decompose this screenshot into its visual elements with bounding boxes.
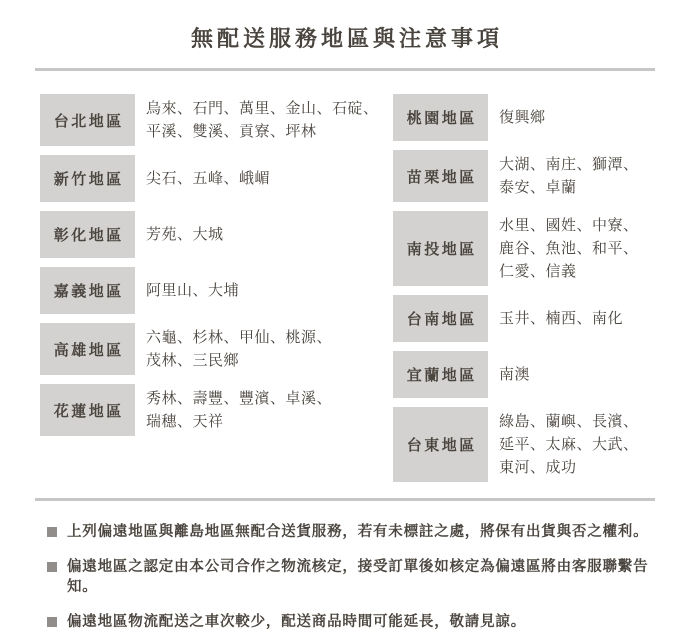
region-label: 台北地區 bbox=[40, 94, 135, 146]
region-label: 新竹地區 bbox=[40, 155, 135, 202]
region-row bbox=[393, 94, 662, 141]
areas-line: 南澳 bbox=[499, 366, 531, 383]
note-text: 上列偏遠地區與離島地區無配合送貨服務，若有未標註之處，將保有出貨與否之權利。 bbox=[67, 524, 649, 540]
areas-line: 瑞穗、天祥 bbox=[146, 413, 224, 430]
region-row bbox=[40, 267, 393, 314]
areas-line: 六龜、杉林、甲仙、桃源、 bbox=[146, 329, 333, 346]
areas-line: 秀林、壽豐、豐濱、卓溪、 bbox=[146, 390, 333, 407]
region-areas bbox=[488, 295, 623, 342]
region-areas bbox=[135, 323, 332, 375]
region-row bbox=[393, 211, 662, 286]
region-label: 高雄地區 bbox=[40, 323, 135, 375]
region-row bbox=[40, 155, 393, 202]
region-areas bbox=[135, 267, 239, 314]
region-areas bbox=[488, 150, 639, 202]
areas-line: 復興鄉 bbox=[499, 109, 546, 126]
region-areas bbox=[488, 407, 639, 482]
square-bullet-icon bbox=[47, 527, 57, 537]
region-areas bbox=[135, 155, 270, 202]
region-label: 南投地區 bbox=[393, 211, 488, 286]
region-row bbox=[40, 323, 393, 375]
note-text: 偏遠地區之認定由本公司合作之物流核定，接受訂單後如核定為偏遠區將由客服聯繫告知。 bbox=[67, 559, 649, 595]
areas-line: 茂林、三民鄉 bbox=[146, 352, 240, 369]
region-row bbox=[40, 211, 393, 258]
region-label: 桃園地區 bbox=[393, 94, 488, 141]
areas-line: 綠島、蘭嶼、長濱、 bbox=[499, 413, 639, 430]
region-areas bbox=[135, 384, 332, 436]
square-bullet-icon bbox=[47, 562, 57, 572]
region-row bbox=[40, 94, 393, 146]
areas-line: 水里、國姓、中寮、 bbox=[499, 217, 639, 234]
region-row bbox=[393, 351, 662, 398]
region-row bbox=[393, 295, 662, 342]
areas-line: 泰安、卓蘭 bbox=[499, 179, 577, 196]
note-item bbox=[47, 522, 674, 542]
region-label: 宜蘭地區 bbox=[393, 351, 488, 398]
regions-column-left bbox=[40, 94, 393, 436]
areas-line: 東河、成功 bbox=[499, 459, 577, 476]
region-label: 嘉義地區 bbox=[40, 267, 135, 314]
region-areas bbox=[488, 94, 546, 141]
areas-line: 芳苑、大城 bbox=[146, 226, 224, 243]
note-item bbox=[47, 557, 674, 597]
areas-line: 尖石、五峰、峨嵋 bbox=[146, 170, 271, 187]
areas-line: 仁愛、信義 bbox=[499, 263, 577, 280]
region-label: 彰化地區 bbox=[40, 211, 135, 258]
page-title: 無配送服務地區與注意事項 bbox=[190, 26, 503, 51]
regions-column-right bbox=[393, 94, 662, 482]
areas-line: 玉井、楠西、南化 bbox=[499, 310, 624, 327]
areas-line: 阿里山、大埔 bbox=[146, 282, 240, 299]
areas-line: 大湖、南庄、獅潭、 bbox=[499, 156, 639, 173]
note-text: 偏遠地區物流配送之車次較少，配送商品時間可能延長，敬請見諒。 bbox=[67, 614, 526, 630]
note-item bbox=[47, 612, 674, 632]
region-label: 台東地區 bbox=[393, 407, 488, 482]
region-label: 花蓮地區 bbox=[40, 384, 135, 436]
region-areas bbox=[488, 351, 530, 398]
region-areas bbox=[488, 211, 639, 286]
region-label: 苗栗地區 bbox=[393, 150, 488, 202]
areas-line: 烏來、石門、萬里、金山、石碇、 bbox=[146, 100, 379, 117]
region-row bbox=[393, 407, 662, 482]
region-row bbox=[40, 384, 393, 436]
areas-line: 延平、太麻、大武、 bbox=[499, 436, 639, 453]
notes-section bbox=[0, 501, 690, 632]
region-row bbox=[393, 150, 662, 202]
region-areas bbox=[135, 94, 379, 146]
region-areas bbox=[135, 211, 224, 258]
square-bullet-icon bbox=[47, 617, 57, 627]
areas-line: 鹿谷、魚池、和平、 bbox=[499, 240, 639, 257]
region-label: 台南地區 bbox=[393, 295, 488, 342]
no-delivery-regions-table bbox=[0, 71, 690, 498]
areas-line: 平溪、雙溪、貢寮、坪林 bbox=[146, 123, 317, 140]
